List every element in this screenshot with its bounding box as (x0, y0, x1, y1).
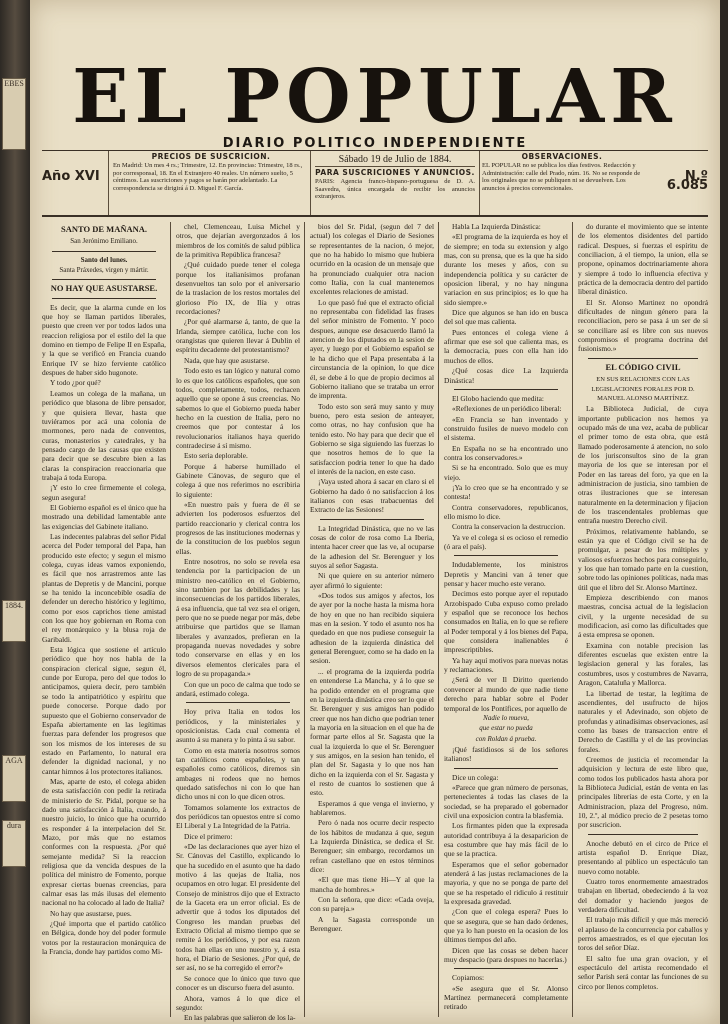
paragraph: A la Sagasta corresponde un Berenguer. (310, 914, 434, 934)
column-rule (304, 222, 305, 1017)
verse-line: Nadie lo mueva, (483, 713, 529, 722)
paragraph: Todo esto es tan lógico y natural como lo es que los católicos españoles, que son todos, completamente, todos, rechacen aquello que se opone á sus creencias. No sabemos lo que el Gobierno pueda haber hecho en la cuestion de Italia, pero no creemos que por contestar á los revolucionarios italianos haya querido contradecirse á sí mismo. (176, 366, 300, 450)
divider (320, 519, 424, 520)
divider (52, 298, 156, 299)
paragraph: El Globo haciendo que medita: (452, 393, 544, 403)
column-rule (438, 222, 439, 1017)
paragraph: Ni que quiere en su anterior número ayer afirmó lo siguiente: (310, 571, 434, 590)
column-rule (170, 222, 171, 1017)
paragraph: «Parece que gran número de personas, pertenecientes á todas las clases de la sociedad, se ha preparado el gobernador civil una exposicion contra la blasfemia. (444, 782, 568, 820)
column-rule (572, 222, 573, 1017)
paragraph: Esta lógica que sostiene el artículo periódico que hoy nos habla de la conspiracion clerical sigue, segun él, cunde por Europa, pero del que todos lo anticipamos, quiera decir, pero también se todo la antipatriótico y espíritu que puede conocerse. Porque dado por supuesto que el Gobierno conservador de España abiertamente en las legítimas fuerzas para defender los progresos que son los mismos de los intereses de su estado en Parlamento, lo natural era defender la dignidad nacional, y no cantar himnos á los protectores italianos. (42, 645, 166, 776)
ads-heading: PARA SUSCRICIONES Y ANUNCIOS. (315, 168, 475, 177)
paragraph: Lo que pasó fué que el extracto oficial no representaba con fidelidad las frases del señor ministro de Fomento. Y poco despues, aunque ese desacuerdo llamó la atencion de los diputados en la sesion de ayer, y luego por el Gobierno español se le ha dicho que el Papa presentaba á la circunstancia de la opinion, lo que dice él, se debe á lo que de propio decimos al Gobierno italiano que se trataba un error de imprenta. (310, 297, 434, 401)
paragraph: Mas, aparte de esto, el colega abiden de esta satisfacción con pedir la retirada de ministerio de Sr. Pidal, porque se ha dado una satisfacción á Italia, cuando, á nuestro juicio, lo único que ha ocurrido es responder á la interpelacion del Sr. Mazo, por más que no estamos conformes con la respuesta. ¿Por qué semejante medida? Si la reaccion religiosa que da vencida despues de la política del ministro de Fomento, porque expresar ciertas buenas creencias, para calmar esas las más ilusas del elemento nacional no ha colocado al lado de Italia? (42, 776, 166, 908)
paragraph: Dice que algunos se han ido en busca del sol que mas calienta. (444, 308, 568, 327)
paragraph: Contra la conservacion la destruccion. (452, 522, 566, 532)
newspaper-subtitle: DIARIO POLITICO INDEPENDIENTE (222, 136, 528, 151)
paragraph: «En Francia se han inventado y construido fusiles de nuevo modelo con el sistema. (444, 414, 568, 443)
date-cell (310, 151, 480, 215)
newspaper-title: EL POPULAR (72, 54, 678, 140)
paragraph: ¡Y esto lo cree firmemente el colega, segun asegura! (42, 483, 166, 502)
paragraph: Es decir, que la alarma cunde en los que hoy se llaman partidos liberales, puesto que creen ver por todos lados una reaccion religiosa por el estilo del la que domino en tiempo de Felipe II en España, y la que se verificó en Francia cuando Enrique IV se hizo ferviente católico despues de haber sido hugonote. (42, 302, 166, 378)
saint-text-2: Santa Práxedes, virgen y mártir. (59, 266, 149, 275)
paragraph: Las indecentes palabras del señor Pidal acerca del Poder temporal del Papa, han producido este efecto; y segun el mismo colega, cuyas ideas vamos exponiendo, es fácil que nos arrastremos ante las plantas de Depretis y de Mancini, porque se ha tenido la inconcebible osadía de defender un derecho histórico y legítimo, como por esos caprichos tiene amistad con los que hoy gobiernan en Roma con el rey monárquico y la blusa roja de Garibaldi. (42, 531, 166, 644)
spine-clipping-text: dura (6, 821, 22, 830)
paragraph: Examina con notable precision las diferentes escuelas que existen entre la legislacion general y las forales, las costumbres, usos y costumbres de Navarra, Aragon, Cataluña y Mallorca. (578, 640, 708, 688)
ads-text: PARIS: Agencia franco-hispano-portuguesa de D. A. Saavedra, única encargada de recibir los anuncios extranjeros. (315, 178, 475, 201)
paragraph: El salto fue una gran ovacion, y el espectáculo del artista recomendado el señor Parish será contar las funciones de su circo por llenos completos. (578, 953, 708, 991)
observations-cell (482, 151, 646, 215)
paragraph: Esperamos á que venga el invierno, y hablaremos. (310, 798, 434, 817)
paragraph: El Sr. Alonso Martinez no opondrá dificultades de ningun género para la reconciliacion, pero se pasa á un ser de si se conciliare así es libre con sus nuevos compromisos el programa doctrina del fusionismo.» (578, 297, 708, 354)
paragraph: Dicen que las cosas se deben hacer muy despacio (para despues no hacerlas.) (444, 945, 568, 965)
paragraph: ... el programa de la izquierda podría en entenderse La Mancha, y á lo que se ha podido entender en el programa que en la izquierda dinástica creo ser lo que el Sr. Berenguer y sus amigos han podido creer que nos han dicho que podrian tener la mayoria en la situacion en el que ha de formar parte ellos al Sr. Sagasta que la cual la izquierda lo que el Sr. Berenguer y sus amigos, en la sesion han tenido, el plan del Sr. Sagasta y lo que nos han dicho en la izquierda con el Sr. Sagasta y el resto de cuantos lo sostienen que á esto. (310, 666, 434, 798)
column-1 (42, 222, 166, 1017)
divider (454, 555, 558, 556)
paragraph: Ya hay aquí motivos para nuevas notas y reclamaciones. (444, 655, 568, 675)
paragraph: Pues entonces el colega viene á afirmar que ese sol que calienta mas, es la democracia, pues con ella han ido muchos de ellos. (444, 327, 568, 365)
info-bar (42, 150, 708, 217)
observations-text: EL POPULAR no se publica los días festivos. Redacción y Administración: calle del Prado, núm. 16. No se responde de los originales que no se publiquen ni se devuelven. Los anuncios á precios convencionales. (482, 162, 641, 192)
paragraph: Habla La Izquierda Dinástica: (452, 222, 541, 231)
paragraph: ¿Será de ver Il Diritto queriendo convencer al mundo de que nadie tiene derecho para hablar sobre el Poder temporal de los Pontífices, por aquello de (444, 675, 568, 713)
paragraph: ¿Qué cuidado puede tener el colega porque los italianísimos profanan desenvueltos tan solo por el aniversario de la traslacion de los restos mortales del glorioso Pío IX, de Ilía y otras recordaciones? (176, 260, 300, 317)
paragraph: «Reflexiones de un periódico liberal: (452, 404, 562, 414)
paragraph: Leamos un colega de la mañana, un periódico que blasona de libre pensador, y que quisiera llevar, hasta que tuviéramos por acá una colonia de mormones, pero nada de conventos, curas, monasterios y catedrales, y ha pensado cargo de las causas que existen para decir que se descubre bien a las claras la conspiracion reaccionaria que trabaja á toda Europa. (42, 388, 166, 482)
paragraph: ¿Qué cosas dice La Izquierda Dinástica! (444, 366, 568, 385)
column-3 (310, 222, 434, 1017)
subscription-cell (108, 151, 309, 215)
paragraph: ¡Ya lo creo que se ha encontrado y se contesta! (444, 482, 568, 502)
article-heading: NO HAY QUE ASUSTARSE. (50, 283, 158, 294)
paragraph: ¡Vaya usted ahora á sacar en claro si el Gobierno ha dado ó no satisfaccion á los italianos con esas trabacuentas del Extracto de las Sesiones! (310, 477, 434, 515)
article-subheading: EN SUS RELACIONES CON LAS LEGISLACIONES FORALES POR D. MANUEL ALONSO MARTÍNEZ. (591, 376, 695, 402)
paragraph: Cuatro toros enormemente amaestrados trabajan en libertad, obedeciendo á la voz del domador y haciendo juegos de verdadera dificultad. (578, 877, 708, 915)
paragraph: Decimos esto porque ayer el reputado Arzobispado Cuba expuso como prelado y español que se reconoce los hechos consumados en Italia, en lo que se refiere al Poder temporal y á los bienes del Papa, que considera inalienables é imprescriptibles. (444, 589, 568, 655)
paragraph: En las palabras que salieron de los la- (184, 1013, 296, 1023)
paragraph: ¿Con que el colega espera? Pues lo que se asegura, que se han dado órdenes, que ya lo han puesto en la ocasion de los últimos tiempos del año. (444, 907, 568, 945)
paragraph: Tomamos solamente los extractos de dos periódicos tan opuestos entre sí como El Liberal y La Integridad de la Patria. (176, 802, 300, 831)
divider (588, 834, 698, 835)
masthead (30, 54, 720, 151)
verse-line: con Roldan á prueba. (475, 734, 537, 743)
paragraph: La Biblioteca Judicial, de cuya importante publicacion nos hemos ya ocupado más de una vez, acaba de publicar el primer tomo de esta obra, que está llamado poderosamente á atencion, no solo de los jurisconsultos sino de la gran mayoria de los que se interesan por el Poder en las tareas del foro, ya que en la administracion de justicia, sino tambien de otras ilustraciones que se interesan naturalmente en la determinacion y fijacion de los trascendentales problemas que entraña nuestro Derecho civil. (578, 404, 708, 526)
paragraph: Contra conservadores, republicanos, ello mismo lo dice. (444, 502, 568, 521)
saint-heading: SANTO DE MAÑANA. (60, 224, 148, 234)
newspaper-page (30, 0, 720, 1024)
divider (186, 702, 290, 703)
paragraph: Si se ha encontrado. Solo que es muy viejo. (444, 463, 568, 482)
verse-line: que estar no pueda (479, 724, 533, 733)
article-heading: EL CÓDIGO CIVIL (605, 361, 681, 372)
paragraph: Copiamos: (452, 973, 485, 983)
divider (588, 358, 698, 359)
subscription-text: En Madrid: Un mes 4 rs.; Trimestre, 12. En provincias: Trimestre, 18 rs., por corresponsal, 18. En el Extranjero 40 reales. Un número suelto, 5 céntimos. Las suscriciones y pagos se harán por adelantado. La correspondencia se dirigirá á D. Miguel F. García. (113, 162, 303, 192)
spine-clipping-text: 1884. (5, 601, 23, 610)
column-4 (444, 222, 568, 1017)
saint-text: San Jerónimo Emiliano. (70, 237, 138, 246)
paragraph: Próximos, relativamente hablando, se están ya que el Código civil se ha de promulgar, a pesar de los múltiples y valiosos esfuerzos hechos para conseguirlo, y los que han tomado parte en la cuestion, sobre todo las opiniones políticas, nada mas útil que el libro del Sr. Alonso Martínez. (578, 526, 708, 592)
divider (454, 768, 558, 769)
divider (52, 279, 156, 280)
paragraph: «De las declaraciones que ayer hizo el Sr. Cánovas del Castillo, explicando lo que ha sucedido en el asunto que ha dado motivo á las quejas de Italia, nos ocupamos en otro lugar. El presidente del Consejo de ministros dijo que el Extracto de la Gaceta era un error oficial. Es de advertir que á todos los diputados del Congreso les mandan pruebas del Extracto Oficial al mismo tiempo que se remite á los periódicos, y por esa razon todos han ellas en uno nuestro y, á esta hora, el Diario de Sesiones. ¿Por qué, de ser así, no se ha corregido el error?» (176, 842, 300, 973)
paragraph: Todo esto son será muy santo y muy bueno, pero esta sesion de anteayer, como otras, no hay confusion que ha tenido esto. No hay para que decir que el Gobierno se siga siguiendo las fuerzas lo que nosotros hemos de lo que la satisfaccion podria tener lo que ha dado el interés de la nacion, en este caso. (310, 401, 434, 476)
spine-clipping-text: EBES (4, 79, 24, 88)
spine-clipping (2, 78, 26, 150)
paragraph: Se conoce que lo único que tuvo que conocer es un discurso fuera del asunto. (176, 973, 300, 993)
paragraph: ¿Por qué alarmarse á, tanto, de que la Irlanda, siempre católica, luche con los orangistas que quieren llevar á Dublin el espíritu decadente del protestantismo? (176, 317, 300, 355)
paragraph: Empieza describiendo con manos maestras, concisa actual de la legislacion civil, y la urgente necesidad de su modificacion, así como las dificultades que á esta empresa se oponen. (578, 593, 708, 640)
paragraph: Con la señora, que dice: «Cada oveja, con su pareja.» (310, 895, 434, 914)
paragraph: Con que un poco de calma que todo se andará, estimado colega. (176, 679, 300, 698)
paragraph: La Integridad Dinástica, que no ve las cosas de color de rosa como La Iberia, intenta hacer creer que las ve, al ocuparse de la adhesion del Sr. Berenguer y los suyos al señor Sagasta. (310, 523, 434, 571)
paragraph: Creemos de justicia el recomendar la adquisicion y lectura de este libro que, como todos los publicados hasta ahora por la Biblioteca Judicial, están de venta en las principales librerías de esta Corte, y en la Administracion, plaza del Progreso, núm. 10, 2.º, al módico precio de 2 pesetas tomo por suscricion. (578, 754, 708, 830)
saint-heading-2: Santo del lunes. (80, 255, 128, 264)
paragraph: Y todo ¿por qué? (50, 378, 101, 388)
spine-clipping (2, 755, 26, 802)
year-label: Año XVI (42, 169, 100, 184)
paragraph: «Se asegura que el Sr. Alonso Martínez permanecerá completamente retirado (444, 983, 568, 1012)
paragraph: «Dos todos sus amigos y afectos, los de ayer por la noche hasta la misma hora de hoy en que no han recibido siquiera mas en la sesion. Y todo el asunto nos ha quedado en que nos pudiese conseguir la adhesion de la izquierda dinástica del general Berenguer, como se ha dado en la sesion. (310, 591, 434, 666)
paragraph: La libertad de testar, la legítima de ascendientes, del usufructo de hijos naturales y el Adevinado, son objeto de profundas y atinadísimas observaciones, así como las bases de transaccion entre el Derecho de Castilla y el de las provincias forales. (578, 688, 708, 754)
spine-clipping (2, 820, 26, 867)
paragraph: Como en esta materia nosotros somos tan católicos como españoles, y tan españoles como católicos, diremos sin ambages ni rodeos que no hemos quedado satisfechos ni con lo que han dicho unos ni con lo que dicen otros. (176, 745, 300, 802)
issue-number: N.º 6.085 (666, 169, 708, 194)
paragraph: chel, Clemenceau, Luisa Michel y otros, que dejarían avergonzados á los miembros de los comités de salud pública de la primitiva República francesa? (176, 222, 300, 260)
book-spine (0, 0, 30, 1024)
spine-clipping (2, 600, 26, 642)
paragraph: bios del Sr. Pidal, (segun del 7 del actual) los colegas el Diario de Sesiones se representantes de la nacion, ó mejor, que no ha habido lo mismo que hubiera ocurrido en la ocasion de un mensaje que ha pronunciado cualquier otra nacion como Italia, con la cual mantenemos excelentes relaciones de amistad. (310, 222, 434, 297)
column-2 (176, 222, 300, 1023)
paragraph: Anoche debutó en el circo de Price el artista español D. Enrique Díaz, presentando al público un espectáculo tan nuevo como notable. (578, 838, 708, 876)
paragraph: do durante el movimiento que se intente de los elementos disidentes del partido radical. Despues, si fuerzas el espíritu de conciliacion, á el tiempo, la union, ella se propone, opinamos doctrinariamente ahora y siempre á todo lo influencia efectiva y práctica de la democracia dentro del partido liberal dinástico. (578, 222, 708, 297)
spine-clipping-text: AGA (5, 756, 23, 765)
paragraph: ¡Qué fastidiosos si de los señores italianos! (444, 744, 568, 764)
paragraph: Dice el primero: (184, 831, 233, 841)
paragraph: ¿Qué importa que el partido católico en Bélgica, donde hoy del poder formule votos por la restauracion monárquica de la Francia, donde hay partidos como Mi- (42, 919, 166, 957)
issue-date: Sábado 19 de Julio de 1884. (315, 153, 475, 167)
observations-heading: OBSERVACIONES. (521, 152, 603, 161)
paragraph: El trabajo más difícil y que más mereció el aplauso de la concurrencia por caballos y perros amaestrados, es el que ejecutan los toros del señor Díaz. (578, 915, 708, 953)
divider (52, 251, 156, 252)
paragraph: En España no se ha encontrado uno contra los conservadores.» (444, 443, 568, 462)
paragraph: Indudablemente, los ministros Depretis y Mancini van á tener que pensar y hacer mucho este verano. (444, 560, 568, 589)
subscription-heading: PRECIOS DE SUSCRICION. (151, 152, 271, 161)
paragraph: No hay que asustarse, pues. (50, 908, 132, 918)
paragraph: Esperamos que el señor gobernador atenderá á las justas reclamaciones de la mayoria, y que no se ponga de parte del que se ha respetado el ridiculo á restituir la expresada gravedad. (444, 859, 568, 907)
paragraph: Nada, que hay que asustarse. (184, 355, 270, 365)
divider (454, 968, 558, 969)
paragraph: Ahora, vamos á lo que dice el segundo: (176, 993, 300, 1012)
paragraph: «En nuestro país y fuera de él se advierten los poderosos esfuerzos del partido reaccionario y clerical contra los progresos de las instituciones modernas y de la constitucion de los pueblos segun ellas. (176, 499, 300, 556)
paragraph: Hoy priva Italia en todos los periódicos, y la ministeriales y oposicionistas. Cada cual comenta el asunto á su manera y lo pinta á su sabor. (176, 707, 300, 745)
paragraph: «El programa de la izquierda es hoy el de siempre; en toda su extension y algo mas, con su prensa, que es la que ha sido durante los meses y años, con su independencia política y su carácter de oposicion liberal, y no hay ninguna variacion en sus principios; es lo que ha sido siempre.» (444, 232, 568, 307)
paragraph: «El que mas tiene Hi—Y al que la mancha de hombres.» (310, 875, 434, 894)
paragraph: Esto seria deplorable. (184, 451, 248, 461)
paragraph: Los firmantes piden que la expresada autoridad contribuya á la desaparicion de esa costumbre que hay más fácil de lo que se la practica. (444, 821, 568, 859)
paragraph: Entre nosotros, no solo se revela esa tendencia por la participacion de un ministro neo-católico en el Gobierno, sino tambien por las debilidades y las inconsecuencias de los partidos liberales, á esa influencia, que tal vez sea el origen, pero que no se puede negar por más, debe atribuirse que partidos que se llaman liberales y avanzados, prefieran en la propaganda nuevas novedades y sobre todo conservarse en ellas y en los diversos elementos clericales para el logro de su propaganda.» (176, 557, 300, 679)
paragraph: El Gobierno español es el único que ha mostrado una debilidad lamentable ante las exigencias del Gabinete italiano. (42, 502, 166, 531)
paragraph: Ya ve el colega si es ocioso el remedio (ó ara el país). (444, 532, 568, 551)
paragraph: Dice un colega: (452, 772, 499, 782)
paragraph: Porque á haberse humillado el Gabinete Cánovas, de seguro que el colega á que nos referimos no escribiria lo siguiente: (176, 461, 300, 499)
column-5 (578, 222, 708, 1017)
divider (454, 389, 558, 390)
paragraph: Pero ó nada nos ocurre decir respecto de los hábitos de mudanza á que, segun La Izquierda Dinástica, se dedica el Sr. Berenguer; sin embargo, recordamos un refran castellano que en estos términos dice: (310, 818, 434, 875)
